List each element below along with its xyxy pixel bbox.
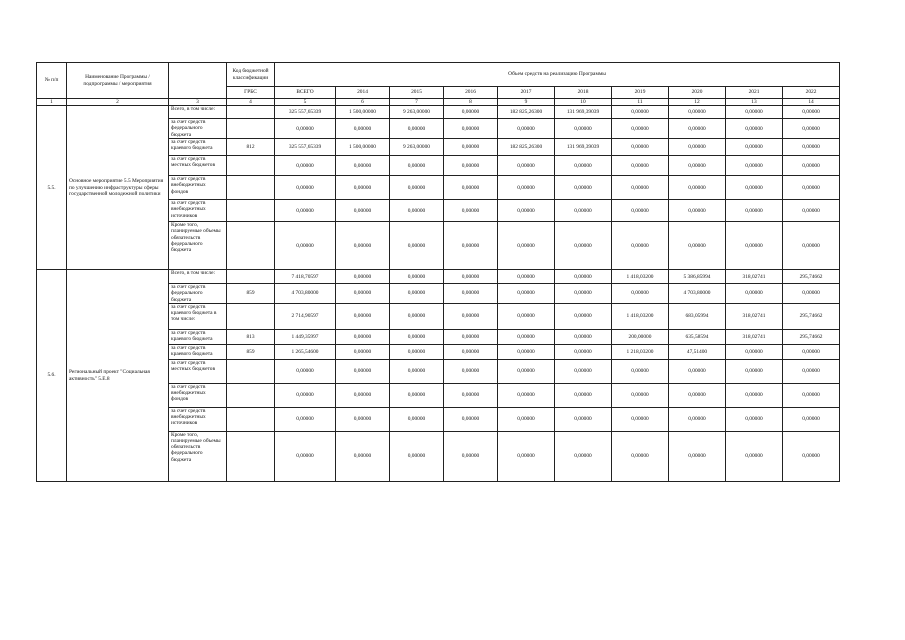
total-value: 4 703,80000	[275, 284, 336, 304]
column-index: 4	[227, 99, 275, 106]
year-value: 318,02741	[726, 303, 783, 329]
year-value: 295,74662	[783, 329, 840, 344]
grbs-code	[227, 407, 275, 431]
year-value: 0,00000	[390, 156, 444, 176]
total-value: 0,00000	[275, 222, 336, 270]
total-value: 2 714,90597	[275, 303, 336, 329]
year-value: 0,00000	[336, 270, 390, 284]
year-value: 0,00000	[555, 284, 612, 304]
year-value: 0,00000	[498, 344, 555, 359]
year-value: 0,00000	[390, 176, 444, 200]
header-year: 2015	[390, 87, 444, 99]
year-value: 0,00000	[783, 200, 840, 222]
year-value: 0,00000	[555, 200, 612, 222]
funding-source-label: Кроме того, планируемые объемы обязательств федерального бюджета	[169, 222, 227, 270]
year-value: 0,00000	[783, 431, 840, 481]
year-value: 0,00000	[498, 156, 555, 176]
year-value: 0,00000	[555, 407, 612, 431]
year-value: 9 263,00000	[390, 106, 444, 119]
year-value: 0,00000	[444, 106, 498, 119]
year-value: 0,00000	[726, 119, 783, 139]
year-value: 131 969,39039	[555, 106, 612, 119]
column-index: 10	[555, 99, 612, 106]
year-value: 0,00000	[669, 139, 726, 156]
year-value: 0,00000	[612, 139, 669, 156]
header-year: 2018	[555, 87, 612, 99]
year-value: 0,00000	[669, 106, 726, 119]
year-value: 0,00000	[726, 139, 783, 156]
year-value: 0,00000	[390, 407, 444, 431]
year-value: 0,00000	[444, 344, 498, 359]
year-value: 131 969,39039	[555, 139, 612, 156]
funding-source-label: за счет средств краевого бюджета в том числе:	[169, 303, 227, 329]
year-value: 0,00000	[669, 407, 726, 431]
year-value: 0,00000	[444, 156, 498, 176]
year-value: 0,00000	[669, 383, 726, 407]
year-value: 0,00000	[612, 156, 669, 176]
year-value: 0,00000	[444, 270, 498, 284]
year-value: 1 418,03200	[612, 270, 669, 284]
funding-source-label: Всего, в том числе:	[169, 270, 227, 284]
year-value: 0,00000	[444, 303, 498, 329]
year-value: 1 500,00000	[336, 106, 390, 119]
column-index: 11	[612, 99, 669, 106]
year-value: 0,00000	[444, 139, 498, 156]
year-value: 0,00000	[498, 200, 555, 222]
year-value: 0,00000	[444, 383, 498, 407]
year-value: 0,00000	[783, 156, 840, 176]
total-value: 1 265,54600	[275, 344, 336, 359]
year-value: 0,00000	[726, 106, 783, 119]
year-value: 0,00000	[390, 303, 444, 329]
year-value: 0,00000	[390, 222, 444, 270]
year-value: 0,00000	[726, 431, 783, 481]
year-value: 635,58594	[669, 329, 726, 344]
year-value: 0,00000	[612, 106, 669, 119]
year-value: 0,00000	[390, 344, 444, 359]
header-year: 2022	[783, 87, 840, 99]
total-value: 0,00000	[275, 359, 336, 383]
funding-source-label: за счет средств местных бюджетов	[169, 359, 227, 383]
year-value: 0,00000	[555, 431, 612, 481]
grbs-code: 859	[227, 284, 275, 304]
year-value: 0,00000	[555, 119, 612, 139]
year-value: 0,00000	[612, 431, 669, 481]
year-value: 0,00000	[390, 200, 444, 222]
year-value: 0,00000	[669, 431, 726, 481]
column-index: 1	[37, 99, 67, 106]
year-value: 683,05994	[669, 303, 726, 329]
year-value: 0,00000	[336, 344, 390, 359]
year-value: 0,00000	[444, 222, 498, 270]
table-body	[37, 106, 840, 482]
year-value: 0,00000	[444, 431, 498, 481]
grbs-code: 859	[227, 344, 275, 359]
year-value: 200,00000	[612, 329, 669, 344]
year-value: 0,00000	[336, 329, 390, 344]
section-name: Региональный проект "Социальная активность" 5.Е.8	[67, 270, 169, 482]
header-code: Код бюджетной классификации	[227, 63, 275, 87]
year-value: 0,00000	[444, 119, 498, 139]
year-value: 0,00000	[444, 200, 498, 222]
grbs-code: 813	[227, 329, 275, 344]
header-blank	[169, 63, 227, 99]
year-value: 0,00000	[669, 119, 726, 139]
year-value: 0,00000	[336, 383, 390, 407]
total-value: 7 418,70597	[275, 270, 336, 284]
column-index: 12	[669, 99, 726, 106]
year-value: 0,00000	[669, 359, 726, 383]
total-value: 325 557,65339	[275, 106, 336, 119]
year-value: 295,74662	[783, 303, 840, 329]
year-value: 182 825,26300	[498, 106, 555, 119]
grbs-code: 812	[227, 139, 275, 156]
year-value: 0,00000	[612, 359, 669, 383]
year-value: 0,00000	[555, 344, 612, 359]
year-value: 0,00000	[612, 200, 669, 222]
total-value: 0,00000	[275, 119, 336, 139]
year-value: 0,00000	[669, 200, 726, 222]
total-value: 0,00000	[275, 200, 336, 222]
year-value: 0,00000	[555, 383, 612, 407]
funding-source-label: за счет средств федерального бюджета	[169, 284, 227, 304]
year-value: 0,00000	[612, 119, 669, 139]
year-value: 0,00000	[444, 176, 498, 200]
total-value: 0,00000	[275, 407, 336, 431]
year-value: 0,00000	[612, 176, 669, 200]
section-number: 5.5.	[37, 106, 67, 270]
year-value: 0,00000	[783, 106, 840, 119]
year-value: 182 825,26300	[498, 139, 555, 156]
funding-source-label: Кроме того, планируемые объемы обязательств федерального бюджета	[169, 431, 227, 481]
year-value: 0,00000	[498, 303, 555, 329]
funding-source-label: за счет средств внебюджетных фондов	[169, 383, 227, 407]
column-index: 5	[275, 99, 336, 106]
table-header	[37, 63, 840, 106]
section-number: 5.6.	[37, 270, 67, 482]
section-name: Основное мероприятие 5.5 Мероприятия по улучшению инфраструктуры сферы государственной молодежной политики	[67, 106, 169, 270]
year-value: 0,00000	[498, 270, 555, 284]
column-index: 8	[444, 99, 498, 106]
funding-source-label: Всего, в том числе:	[169, 106, 227, 119]
header-year: 2019	[612, 87, 669, 99]
grbs-code	[227, 270, 275, 284]
year-value: 1 218,03200	[612, 344, 669, 359]
year-value: 0,00000	[726, 344, 783, 359]
grbs-code	[227, 431, 275, 481]
year-value: 0,00000	[498, 176, 555, 200]
funding-source-label: за счет средств местных бюджетов	[169, 156, 227, 176]
table-row	[37, 270, 840, 284]
year-value: 0,00000	[783, 359, 840, 383]
year-value: 9 263,00000	[390, 139, 444, 156]
grbs-code	[227, 106, 275, 119]
year-value: 0,00000	[336, 431, 390, 481]
year-value: 0,00000	[336, 156, 390, 176]
year-value: 0,00000	[390, 359, 444, 383]
year-value: 0,00000	[336, 303, 390, 329]
year-value: 0,00000	[336, 176, 390, 200]
year-value: 47,51400	[669, 344, 726, 359]
year-value: 0,00000	[612, 284, 669, 304]
column-index: 14	[783, 99, 840, 106]
column-index: 13	[726, 99, 783, 106]
total-value: 0,00000	[275, 176, 336, 200]
year-value: 0,00000	[498, 222, 555, 270]
year-value: 0,00000	[669, 156, 726, 176]
funding-source-label: за счет средств федерального бюджета	[169, 119, 227, 139]
year-value: 0,00000	[498, 383, 555, 407]
grbs-code	[227, 200, 275, 222]
funding-source-label: за счет средств внебюджетных фондов	[169, 176, 227, 200]
year-value: 0,00000	[555, 329, 612, 344]
year-value: 0,00000	[444, 284, 498, 304]
column-index: 7	[390, 99, 444, 106]
header-total: ВСЕГО	[275, 87, 336, 99]
year-value: 0,00000	[498, 407, 555, 431]
year-value: 0,00000	[555, 303, 612, 329]
total-value: 325 557,65339	[275, 139, 336, 156]
grbs-code	[227, 383, 275, 407]
header-year: 2017	[498, 87, 555, 99]
year-value: 0,00000	[555, 270, 612, 284]
year-value: 0,00000	[669, 176, 726, 200]
header-name: Наименование Программы / подпрограммы / мероприятия	[67, 63, 169, 99]
year-value: 1 500,00000	[336, 139, 390, 156]
year-value: 0,00000	[498, 119, 555, 139]
year-value: 0,00000	[783, 222, 840, 270]
funding-source-label: за счет средств краевого бюджета	[169, 329, 227, 344]
year-value: 0,00000	[390, 383, 444, 407]
year-value: 0,00000	[726, 200, 783, 222]
funding-source-label: за счет средств краевого бюджета	[169, 344, 227, 359]
column-index: 6	[336, 99, 390, 106]
year-value: 0,00000	[555, 176, 612, 200]
year-value: 0,00000	[726, 284, 783, 304]
year-value: 0,00000	[336, 359, 390, 383]
year-value: 0,00000	[783, 344, 840, 359]
total-value: 0,00000	[275, 431, 336, 481]
header-year: 2021	[726, 87, 783, 99]
grbs-code	[227, 119, 275, 139]
year-value: 0,00000	[783, 176, 840, 200]
year-value: 0,00000	[444, 407, 498, 431]
year-value: 318,02741	[726, 270, 783, 284]
year-value: 0,00000	[336, 222, 390, 270]
grbs-code	[227, 303, 275, 329]
year-value: 0,00000	[783, 139, 840, 156]
year-value: 0,00000	[726, 383, 783, 407]
year-value: 0,00000	[444, 359, 498, 383]
table-row	[37, 106, 840, 119]
year-value: 0,00000	[783, 383, 840, 407]
grbs-code	[227, 156, 275, 176]
year-value: 0,00000	[612, 222, 669, 270]
index-row	[37, 99, 840, 106]
year-value: 0,00000	[726, 407, 783, 431]
funding-source-label: за счет средств внебюджетных источников	[169, 200, 227, 222]
year-value: 0,00000	[726, 359, 783, 383]
year-value: 0,00000	[555, 359, 612, 383]
year-value: 0,00000	[390, 284, 444, 304]
year-value: 0,00000	[669, 222, 726, 270]
year-value: 0,00000	[555, 222, 612, 270]
year-value: 0,00000	[336, 407, 390, 431]
year-value: 0,00000	[555, 156, 612, 176]
grbs-code	[227, 176, 275, 200]
header-grbs: ГРБС	[227, 87, 275, 99]
budget-table	[36, 62, 840, 482]
column-index: 2	[67, 99, 169, 106]
funding-source-label: за счет средств внебюджетных источников	[169, 407, 227, 431]
year-value: 4 703,80000	[669, 284, 726, 304]
year-value: 0,00000	[783, 119, 840, 139]
year-value: 0,00000	[726, 156, 783, 176]
grbs-code	[227, 222, 275, 270]
year-value: 0,00000	[390, 119, 444, 139]
year-value: 0,00000	[498, 284, 555, 304]
year-value: 0,00000	[336, 119, 390, 139]
year-value: 0,00000	[336, 284, 390, 304]
grbs-code	[227, 359, 275, 383]
year-value: 0,00000	[444, 329, 498, 344]
year-value: 0,00000	[498, 359, 555, 383]
year-value: 0,00000	[336, 200, 390, 222]
year-value: 0,00000	[390, 329, 444, 344]
year-value: 0,00000	[783, 407, 840, 431]
funding-source-label: за счет средств краевого бюджета	[169, 139, 227, 156]
total-value: 1 449,35997	[275, 329, 336, 344]
header-year: 2014	[336, 87, 390, 99]
column-index: 3	[169, 99, 227, 106]
year-value: 5 386,85994	[669, 270, 726, 284]
year-value: 0,00000	[390, 431, 444, 481]
year-value: 0,00000	[612, 383, 669, 407]
year-value: 0,00000	[390, 270, 444, 284]
year-value: 0,00000	[726, 176, 783, 200]
year-value: 0,00000	[726, 222, 783, 270]
year-value: 0,00000	[498, 329, 555, 344]
header-volume: Объем средств на реализацию Программы	[275, 63, 840, 87]
year-value: 318,02741	[726, 329, 783, 344]
header-number: № п/п	[37, 63, 67, 99]
header-year: 2016	[444, 87, 498, 99]
year-value: 0,00000	[498, 431, 555, 481]
year-value: 0,00000	[783, 284, 840, 304]
total-value: 0,00000	[275, 156, 336, 176]
total-value: 0,00000	[275, 383, 336, 407]
year-value: 0,00000	[612, 407, 669, 431]
column-index: 9	[498, 99, 555, 106]
header-year: 2020	[669, 87, 726, 99]
year-value: 295,74662	[783, 270, 840, 284]
year-value: 1 418,03200	[612, 303, 669, 329]
